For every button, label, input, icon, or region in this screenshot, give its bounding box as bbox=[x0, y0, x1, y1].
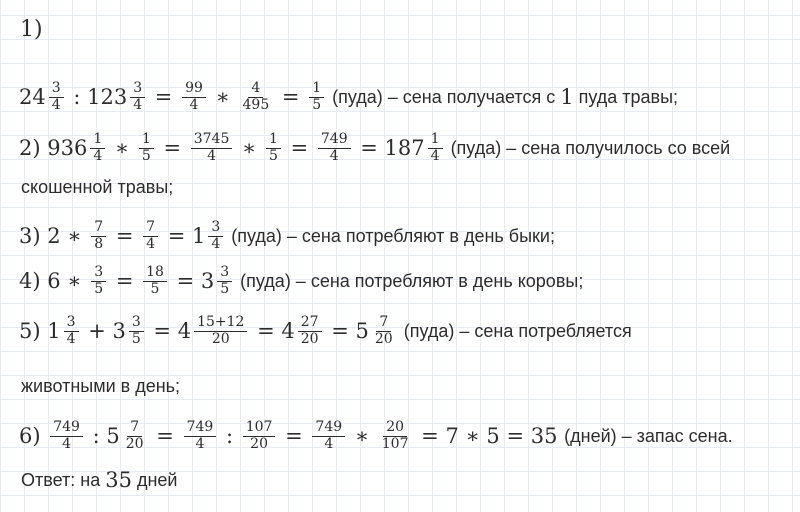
math-text: = 3 bbox=[169, 269, 215, 293]
fraction-numerator: 18 bbox=[143, 265, 167, 282]
fraction-numerator: 27 bbox=[298, 315, 322, 332]
fraction-numerator: 749 bbox=[50, 420, 83, 437]
plain-text: (пуда) – сена получается с bbox=[327, 86, 561, 107]
math-text: : bbox=[219, 424, 240, 448]
math-text: 24 bbox=[19, 85, 46, 109]
fraction-denominator: 20 bbox=[125, 435, 144, 452]
fraction bbox=[184, 420, 217, 452]
math-text: : bbox=[66, 85, 88, 109]
math-text: = bbox=[148, 85, 180, 109]
fraction bbox=[143, 220, 158, 252]
fraction-numerator: 3 bbox=[91, 265, 106, 282]
fraction-denominator: 4 bbox=[51, 96, 61, 113]
math-text: ∗ bbox=[235, 136, 263, 160]
fraction-numerator: 1 bbox=[90, 132, 105, 149]
fraction-numerator: 3 bbox=[217, 265, 232, 282]
fraction-numerator: 20 bbox=[383, 420, 407, 437]
fraction bbox=[379, 420, 412, 452]
fraction bbox=[240, 81, 273, 113]
fraction-numerator: 1 bbox=[428, 132, 443, 149]
fraction-numerator: 749 bbox=[184, 420, 217, 437]
plain-text: (дней) – запас сена. bbox=[564, 425, 733, 446]
fraction bbox=[90, 132, 105, 164]
fraction bbox=[130, 81, 145, 113]
fraction-denominator: 5 bbox=[131, 330, 141, 347]
fraction-denominator: 4 bbox=[195, 435, 205, 452]
fraction bbox=[91, 220, 106, 252]
math-text: = bbox=[109, 269, 141, 293]
fraction-denominator: 5 bbox=[269, 147, 278, 164]
fraction-numerator: 99 bbox=[182, 81, 206, 98]
fraction-denominator: 4 bbox=[211, 235, 221, 252]
fraction bbox=[217, 265, 232, 297]
math-text: = bbox=[283, 136, 315, 160]
fraction-denominator: 5 bbox=[150, 280, 160, 297]
fraction-numerator: 3 bbox=[129, 315, 144, 332]
fraction-numerator: 3 bbox=[208, 220, 223, 237]
fraction-denominator: 4 bbox=[189, 96, 199, 113]
fraction bbox=[194, 315, 247, 347]
plain-text: пуда травы; bbox=[573, 86, 679, 107]
fraction bbox=[318, 132, 351, 164]
math-text: = bbox=[109, 224, 141, 248]
step-6 bbox=[19, 413, 733, 459]
plain-text: (пуда) – сена потребляют в день коровы; bbox=[235, 270, 584, 291]
fraction-numerator: 1 bbox=[309, 81, 324, 98]
fraction bbox=[266, 132, 281, 164]
fraction bbox=[208, 220, 223, 252]
fraction-denominator: 5 bbox=[94, 280, 104, 297]
fraction-numerator: 749 bbox=[312, 420, 345, 437]
fraction-numerator: 3 bbox=[49, 81, 64, 98]
fraction-denominator: 20 bbox=[250, 435, 268, 452]
math-text: = 5 bbox=[324, 319, 369, 343]
math-text: 2) 936 bbox=[19, 136, 88, 160]
math-text: = bbox=[275, 85, 307, 109]
fraction bbox=[309, 81, 324, 113]
fraction-denominator: 20 bbox=[374, 330, 393, 347]
fraction bbox=[64, 315, 79, 347]
plain-text: (пуда) – сена получилось со всей bbox=[445, 137, 731, 158]
math-text: = bbox=[278, 424, 310, 448]
fraction-denominator: 20 bbox=[300, 330, 319, 347]
fraction bbox=[50, 420, 83, 452]
fraction-denominator: 4 bbox=[66, 330, 76, 347]
fraction-numerator: 15+12 bbox=[194, 315, 247, 332]
fraction bbox=[129, 315, 144, 347]
fraction-denominator: 5 bbox=[220, 280, 230, 297]
fraction-denominator: 4 bbox=[133, 96, 143, 113]
step-1 bbox=[19, 74, 678, 120]
fraction-denominator: 4 bbox=[207, 147, 217, 164]
fraction-denominator: 107 bbox=[381, 435, 409, 452]
math-text: 1 bbox=[560, 85, 574, 109]
fraction-denominator: 4 bbox=[329, 147, 339, 164]
step-2-continuation bbox=[21, 164, 173, 210]
plain-text: скошенной травы; bbox=[21, 176, 174, 197]
fraction-numerator: 7 bbox=[143, 220, 158, 237]
step-4 bbox=[19, 258, 583, 304]
math-text: 3) 2 ∗ bbox=[19, 224, 89, 248]
math-text: = bbox=[156, 136, 188, 160]
math-text: = 187 bbox=[353, 136, 425, 160]
fraction bbox=[298, 315, 322, 347]
fraction-denominator: 4 bbox=[93, 147, 103, 164]
math-text: = 1 bbox=[161, 224, 206, 248]
fraction-denominator: 20 bbox=[211, 330, 230, 347]
fraction-numerator: 1 bbox=[139, 132, 154, 149]
math-text: 6) bbox=[19, 424, 48, 448]
math-text: 4) 6 ∗ bbox=[19, 269, 89, 293]
plain-text: (пуда) – сена потребляется bbox=[398, 320, 632, 341]
answer-line bbox=[21, 457, 177, 503]
fraction bbox=[191, 132, 233, 164]
plain-text: дней bbox=[131, 469, 178, 490]
fraction bbox=[372, 315, 396, 347]
math-text: ∗ bbox=[208, 85, 237, 109]
step-5 bbox=[19, 308, 632, 354]
math-text: 5) 1 bbox=[19, 319, 61, 343]
fraction-numerator: 3745 bbox=[191, 132, 233, 149]
fraction bbox=[139, 132, 154, 164]
math-text: = 4 bbox=[146, 319, 192, 343]
fraction bbox=[143, 265, 167, 297]
fraction-denominator: 8 bbox=[94, 235, 104, 252]
math-text: = 7 ∗ 5 = 35 bbox=[414, 424, 565, 448]
math-text: 35 bbox=[105, 468, 132, 492]
plain-text: животными в день; bbox=[21, 375, 181, 396]
math-text: 1) bbox=[20, 16, 43, 42]
math-text: 123 bbox=[87, 85, 128, 109]
fraction-denominator: 4 bbox=[146, 235, 156, 252]
fraction-denominator: 4 bbox=[62, 435, 72, 452]
fraction-numerator: 4 bbox=[248, 81, 263, 98]
fraction bbox=[428, 132, 443, 164]
fraction-denominator: 5 bbox=[141, 147, 151, 164]
math-text: : 5 bbox=[85, 424, 120, 448]
fraction bbox=[312, 420, 345, 452]
fraction-numerator: 1 bbox=[266, 132, 281, 149]
fraction-numerator: 107 bbox=[243, 420, 276, 437]
fraction-numerator: 7 bbox=[376, 315, 391, 332]
fraction-denominator: 5 bbox=[312, 96, 322, 113]
plain-text: Ответ: на bbox=[21, 469, 106, 490]
fraction-numerator: 749 bbox=[318, 132, 351, 149]
step-5-continuation bbox=[21, 363, 180, 409]
fraction bbox=[123, 420, 147, 452]
fraction bbox=[49, 81, 64, 113]
math-text: = 4 bbox=[250, 319, 295, 343]
fraction-numerator: 3 bbox=[130, 81, 145, 98]
fraction-denominator: 4 bbox=[324, 435, 334, 452]
math-text: ∗ bbox=[108, 136, 136, 160]
math-text: = bbox=[149, 424, 181, 448]
math-text: ∗ bbox=[348, 424, 376, 448]
problem-number bbox=[20, 6, 43, 52]
fraction-denominator: 495 bbox=[242, 96, 270, 113]
fraction-numerator: 7 bbox=[127, 420, 142, 437]
fraction-numerator: 7 bbox=[91, 220, 106, 237]
plain-text: (пуда) – сена потребляют в день быки; bbox=[226, 225, 555, 246]
fraction bbox=[182, 81, 206, 113]
fraction-numerator: 3 bbox=[64, 315, 79, 332]
step-3 bbox=[19, 213, 555, 259]
math-text: + 3 bbox=[81, 319, 126, 343]
fraction bbox=[243, 420, 276, 452]
fraction-denominator: 4 bbox=[430, 147, 440, 164]
fraction bbox=[91, 265, 106, 297]
